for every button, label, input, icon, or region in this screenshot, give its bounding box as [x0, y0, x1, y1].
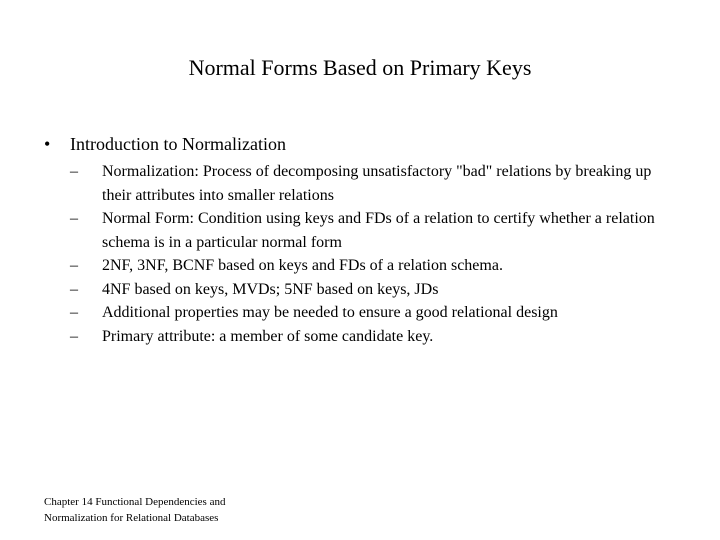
sub-bullet-text: Normalization: Process of decomposing unsatisfactory "bad" relations by breaking up their attributes into smaller relations	[102, 163, 652, 204]
dash-marker: –	[70, 163, 78, 180]
footer-line-1: Chapter 14 Functional Dependencies and	[44, 496, 226, 508]
sub-bullet-text: Normal Form: Condition using keys and FDs of a relation to certify whether a relation schema is in a particular normal form	[102, 210, 655, 251]
slide-title: Normal Forms Based on Primary Keys	[188, 55, 532, 80]
sub-bullet-text: Primary attribute: a member of some candidate key.	[102, 327, 434, 345]
dash-marker: –	[70, 257, 78, 274]
sub-bullet-item	[70, 254, 680, 278]
dash-marker: –	[70, 304, 78, 321]
dash-marker: –	[70, 327, 78, 345]
sub-bullet-item	[70, 207, 680, 254]
dash-marker: –	[70, 280, 78, 298]
sub-bullet-text: 2NF, 3NF, BCNF based on keys and FDs of a relation schema.	[102, 257, 503, 274]
main-bullet-text: Introduction to Normalization	[70, 134, 286, 154]
sub-bullet-item	[70, 325, 680, 349]
sub-bullet-text: Additional properties may be needed to ensure a good relational design	[102, 304, 558, 321]
sub-bullet-item	[70, 160, 680, 207]
sub-bullet-list	[70, 160, 680, 348]
sub-bullet-text: 4NF based on keys, MVDs; 5NF based on keys, JDs	[102, 280, 439, 298]
sub-bullet-item	[70, 278, 680, 302]
bullet-marker: •	[44, 134, 51, 154]
footer-line-2: Normalization for Relational Databases	[44, 512, 219, 524]
slide-footer	[44, 494, 284, 526]
sub-bullet-item	[70, 301, 680, 325]
main-bullet	[44, 132, 286, 156]
dash-marker: –	[70, 210, 78, 227]
